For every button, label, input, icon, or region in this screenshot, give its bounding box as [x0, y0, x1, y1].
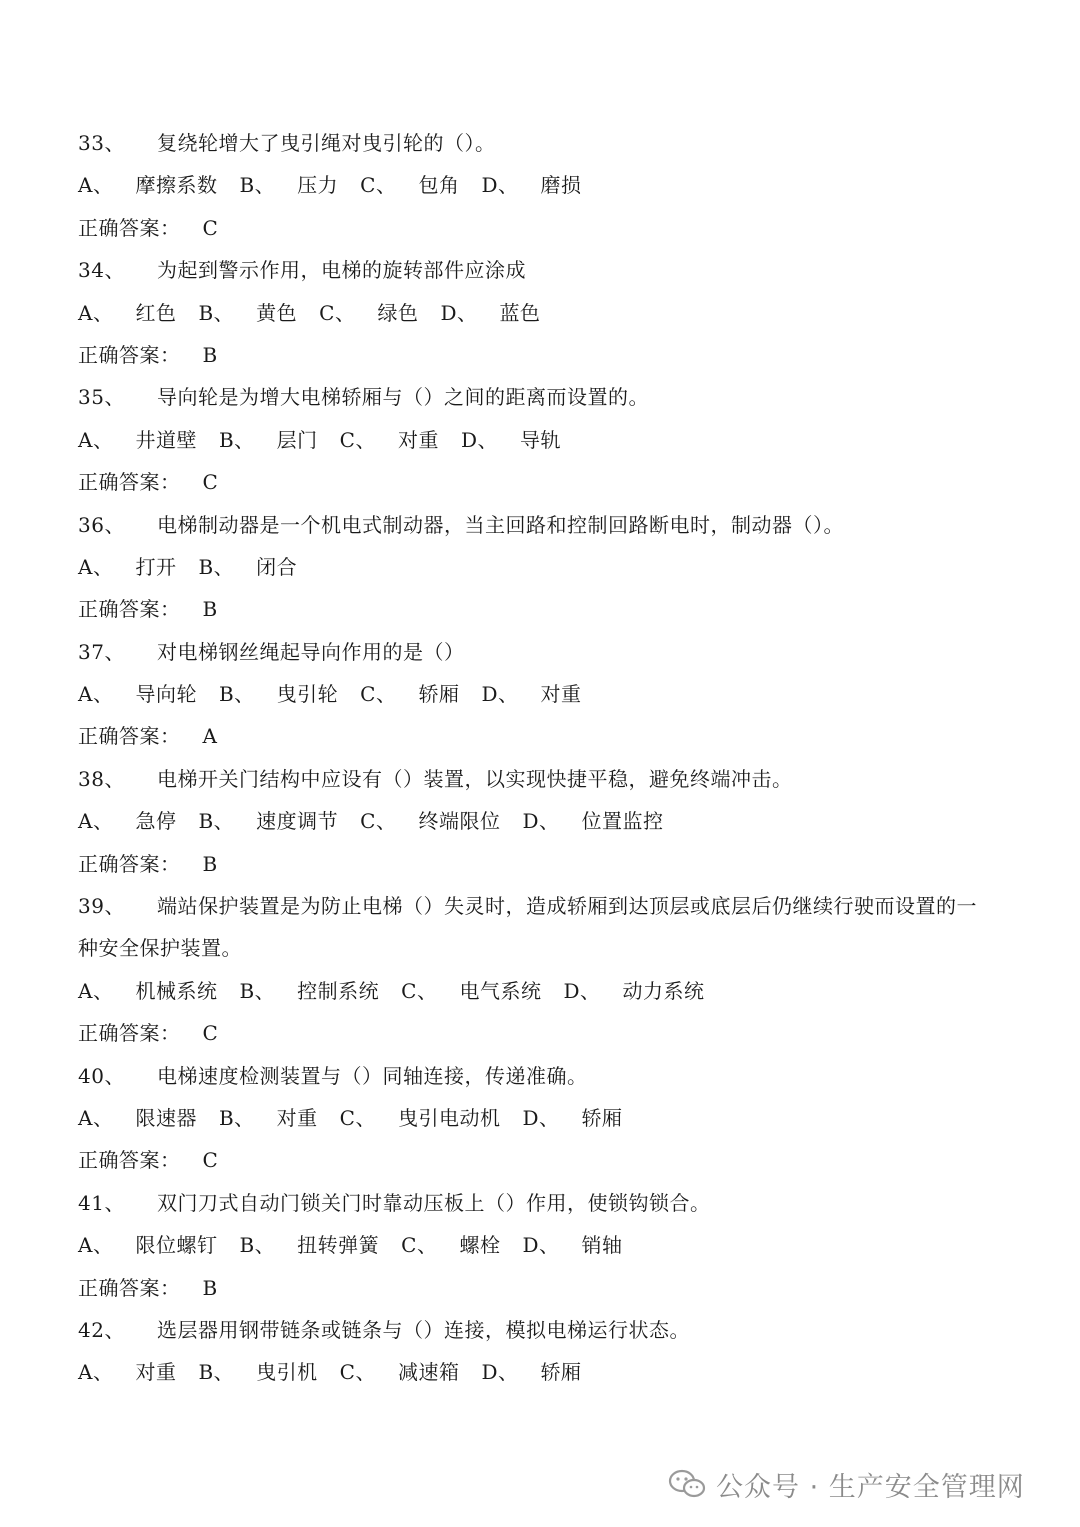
answer-value: C — [202, 1148, 219, 1173]
question-text: 导向轮是为增大电梯轿厢与（）之间的距离而设置的。 — [156, 385, 649, 410]
answer-value: A — [202, 724, 218, 749]
answer-line — [78, 1139, 1018, 1181]
question-stem — [78, 758, 1018, 800]
option-text: 速度调节 — [256, 809, 339, 834]
answer-line — [78, 461, 1018, 503]
question-text-continued: 种安全保护装置。 — [78, 936, 242, 961]
question-number: 38、 — [78, 766, 125, 791]
option-text: 对重 — [276, 1105, 318, 1130]
watermark — [668, 1462, 1025, 1506]
option-letter: B、 — [198, 809, 235, 834]
option-text: 终端限位 — [418, 809, 501, 834]
question-stem — [78, 1182, 1018, 1224]
option-text: 控制系统 — [297, 978, 380, 1003]
answer-line — [78, 1267, 1018, 1309]
option-letter: C、 — [339, 427, 376, 452]
answer-value: B — [202, 597, 218, 622]
option-text: 螺栓 — [459, 1233, 501, 1258]
option-text: 蓝色 — [499, 300, 541, 325]
answer-line — [78, 715, 1018, 757]
question-options — [78, 292, 1018, 334]
option-letter: C、 — [319, 300, 356, 325]
option-letter: B、 — [239, 978, 276, 1003]
option-text: 导向轮 — [135, 682, 197, 707]
question-options — [78, 546, 1018, 588]
answer-value: C — [202, 1021, 219, 1046]
option-text: 轿厢 — [540, 1360, 582, 1385]
option-text: 销轴 — [581, 1233, 623, 1258]
option-letter: D、 — [563, 978, 601, 1003]
option-text: 轿厢 — [581, 1105, 623, 1130]
answer-label: 正确答案： — [78, 851, 181, 876]
option-letter: A、 — [78, 554, 114, 579]
question-options — [78, 800, 1018, 842]
answer-label: 正确答案： — [78, 470, 181, 495]
option-letter: D、 — [460, 427, 499, 452]
option-letter: B、 — [218, 1105, 255, 1130]
option-letter: D、 — [522, 1105, 560, 1130]
option-text: 电气系统 — [459, 978, 542, 1003]
question-options — [78, 673, 1018, 715]
question-options — [78, 419, 1018, 461]
question-options — [78, 1351, 1018, 1393]
answer-label: 正确答案： — [78, 215, 181, 240]
option-text: 黄色 — [256, 300, 298, 325]
question-text: 电梯制动器是一个机电式制动器，当主回路和控制回路断电时，制动器（）。 — [156, 512, 844, 537]
question-stem — [78, 249, 1018, 291]
question-stem — [78, 504, 1018, 546]
question-number: 37、 — [78, 639, 125, 664]
answer-label: 正确答案： — [78, 597, 181, 622]
question-stem — [78, 1309, 1018, 1351]
question-text: 电梯开关门结构中应设有（）装置，以实现快捷平稳，避免终端冲击。 — [156, 766, 793, 791]
option-letter: C、 — [360, 173, 397, 198]
option-text: 扭转弹簧 — [297, 1233, 380, 1258]
question-options — [78, 970, 1018, 1012]
question-text: 端站保护装置是为防止电梯（）失灵时，造成轿厢到达顶层或底层后仍继续行驶而设置的一 — [156, 894, 977, 919]
option-letter: A、 — [78, 300, 114, 325]
option-letter: A、 — [78, 1105, 114, 1130]
option-letter: B、 — [218, 682, 255, 707]
answer-line — [78, 843, 1018, 885]
option-text: 限位螺钉 — [135, 1233, 218, 1258]
question-stem — [78, 631, 1018, 673]
question-number: 34、 — [78, 258, 125, 283]
question-number: 36、 — [78, 512, 125, 537]
answer-line — [78, 588, 1018, 630]
option-text: 机械系统 — [135, 978, 218, 1003]
option-letter: B、 — [239, 173, 276, 198]
answer-value: B — [202, 851, 218, 876]
question-number: 42、 — [78, 1317, 125, 1342]
question-number: 41、 — [78, 1190, 125, 1215]
option-letter: D、 — [440, 300, 478, 325]
option-text: 曳引机 — [256, 1360, 318, 1385]
question-stem — [78, 1055, 1018, 1097]
question-number: 33、 — [78, 131, 125, 155]
option-letter: A、 — [78, 1233, 114, 1258]
option-letter: C、 — [401, 1233, 438, 1258]
question-number: 40、 — [78, 1063, 125, 1088]
option-text: 位置监控 — [581, 809, 664, 834]
option-letter: A、 — [78, 978, 114, 1003]
question-text: 复绕轮增大了曳引绳对曳引轮的（）。 — [156, 131, 496, 155]
option-text: 轿厢 — [418, 682, 460, 707]
question-options — [78, 1097, 1018, 1139]
option-letter: A、 — [78, 173, 114, 198]
answer-label: 正确答案： — [78, 1021, 181, 1046]
option-text: 动力系统 — [622, 978, 705, 1003]
watermark-text: 公众号 · 生产安全管理网 — [716, 1471, 1025, 1503]
question-stem — [78, 122, 1018, 164]
question-number: 39、 — [78, 894, 125, 919]
option-letter: C、 — [339, 1360, 376, 1385]
option-letter: A、 — [78, 427, 114, 452]
option-text: 层门 — [276, 427, 318, 452]
answer-value: C — [202, 470, 219, 495]
answer-label: 正确答案： — [78, 1148, 181, 1173]
option-text: 摩擦系数 — [135, 173, 218, 198]
option-text: 对重 — [397, 427, 439, 452]
answer-label: 正确答案： — [78, 342, 181, 367]
option-letter: D、 — [522, 1233, 560, 1258]
option-letter: A、 — [78, 809, 114, 834]
option-text: 限速器 — [135, 1105, 197, 1130]
question-text: 选层器用钢带链条或链条与（）连接，模拟电梯运行状态。 — [156, 1317, 690, 1342]
question-stem — [78, 885, 1018, 927]
question-options — [78, 1224, 1018, 1266]
option-letter: B、 — [218, 427, 255, 452]
option-letter: D、 — [481, 1360, 519, 1385]
answer-value: B — [202, 342, 218, 367]
option-text: 红色 — [135, 300, 177, 325]
question-text: 为起到警示作用，电梯的旋转部件应涂成 — [156, 258, 526, 283]
question-text: 对电梯钢丝绳起导向作用的是（） — [156, 639, 465, 664]
option-text: 打开 — [135, 554, 177, 579]
option-letter: A、 — [78, 1360, 114, 1385]
option-text: 曳引轮 — [276, 682, 339, 707]
option-text: 绿色 — [377, 300, 419, 325]
option-text: 导轨 — [520, 427, 562, 452]
option-letter: D、 — [481, 682, 519, 707]
option-letter: C、 — [360, 809, 397, 834]
question-number: 35、 — [78, 385, 125, 410]
option-text: 包角 — [418, 173, 460, 198]
question-stem — [78, 376, 1018, 418]
option-letter: D、 — [481, 173, 519, 198]
option-text: 闭合 — [256, 554, 298, 579]
option-letter: C、 — [401, 978, 438, 1003]
answer-line — [78, 1012, 1018, 1054]
option-text: 井道壁 — [135, 427, 197, 452]
option-letter: C、 — [360, 682, 397, 707]
answer-label: 正确答案： — [78, 1275, 181, 1300]
answer-line — [78, 334, 1018, 376]
option-text: 急停 — [135, 809, 177, 834]
option-text: 对重 — [540, 682, 582, 707]
option-letter: B、 — [198, 554, 235, 579]
option-letter: B、 — [198, 300, 235, 325]
question-options — [78, 164, 1018, 206]
question-text: 双门刀式自动门锁关门时靠动压板上（）作用，使锁钩锁合。 — [156, 1190, 711, 1215]
question-list — [78, 122, 1018, 1394]
answer-label: 正确答案： — [78, 724, 181, 749]
option-text: 压力 — [297, 173, 339, 198]
option-text: 磨损 — [540, 173, 582, 198]
answer-value: B — [202, 1275, 218, 1300]
option-letter: D、 — [522, 809, 560, 834]
answer-value: C — [202, 215, 219, 240]
option-letter: B、 — [198, 1360, 235, 1385]
option-letter: B、 — [239, 1233, 276, 1258]
option-text: 对重 — [135, 1360, 177, 1385]
option-text: 曳引电动机 — [397, 1105, 501, 1130]
wechat-icon — [668, 1469, 706, 1499]
answer-line — [78, 207, 1018, 249]
option-letter: A、 — [78, 682, 114, 707]
option-text: 减速箱 — [397, 1360, 460, 1385]
option-letter: C、 — [339, 1105, 376, 1130]
question-text: 电梯速度检测装置与（）同轴连接，传递准确。 — [156, 1063, 588, 1088]
